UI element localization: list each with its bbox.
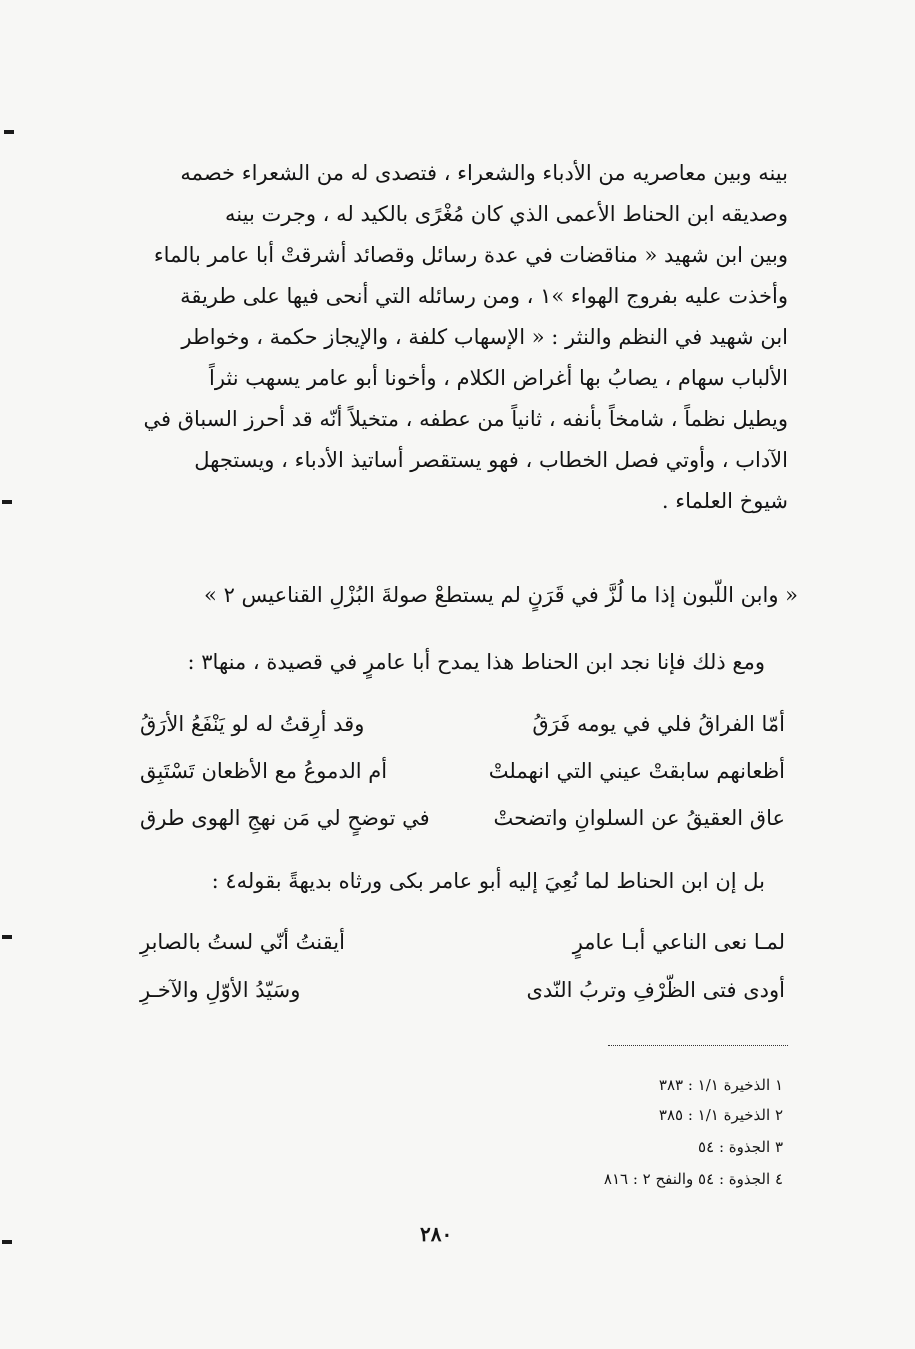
text-line: بينه وبين معاصريه من الأدباء والشعراء ، فتصدى له من الشعراء خصمه bbox=[180, 161, 788, 185]
verse-line bbox=[140, 930, 785, 954]
verse-line bbox=[140, 806, 785, 830]
footnote: ٣ الجذوة : ٥٤ bbox=[698, 1138, 783, 1156]
verse-second-hemistich: أيقنتُ أنّي لستُ بالصابرِ bbox=[140, 930, 345, 954]
verse-line bbox=[140, 978, 785, 1002]
verse-first-hemistich: أظعانهم سابقتْ عيني التي انهملتْ bbox=[488, 759, 785, 783]
text-line: وبين ابن شهيد « مناقضات في عدة رسائل وقصائد أشرقتْ أبا عامر بالماء bbox=[153, 243, 788, 267]
verse-first-hemistich: عاق العقيقُ عن السلوانِ واتضحتْ bbox=[493, 806, 785, 830]
verse-first-hemistich: لمـا نعى الناعي أبـا عامرٍ bbox=[572, 930, 785, 954]
verse-second-hemistich: وقد أرِقتُ له لو يَنْفَعُ الأرَقُ bbox=[140, 712, 365, 736]
footnote: ٤ الجذوة : ٥٤ والنفح ٢ : ٨١٦ bbox=[603, 1170, 783, 1188]
verse-intro: ومع ذلك فإنا نجد ابن الحناط هذا يمدح أبا عامرٍ في قصيدة ، منها٣ : bbox=[187, 650, 765, 674]
text-line: شيوخ العلماء . bbox=[661, 489, 788, 513]
verse-first-hemistich: أمّا الفراقُ فلي في يومه فَرَقُ bbox=[532, 712, 785, 736]
margin-mark bbox=[2, 935, 12, 939]
verse-first-hemistich: أودى فتى الظّرْفِ وتربُ النّدى bbox=[526, 978, 785, 1002]
quoted-verse: « وابن اللّبون إذا ما لُزَّ في قَرَنٍ لم يستطعْ صولةَ البُزْلِ القناعيس ٢ » bbox=[204, 583, 798, 607]
margin-mark bbox=[4, 130, 14, 134]
margin-mark bbox=[2, 1240, 12, 1244]
verse-line bbox=[140, 759, 785, 783]
text-line: وأخذت عليه بفروج الهواء »١ ، ومن رسائله التي أنحى فيها على طريقة bbox=[180, 284, 788, 308]
verse-line bbox=[140, 712, 785, 736]
text-line: ابن شهيد في النظم والنثر : « الإسهاب كلفة ، والإيجاز حكمة ، وخواطر bbox=[181, 325, 788, 349]
verse-intro: بل إن ابن الحناط لما نُعِيَ إليه أبو عامر بكى ورثاه بديهةً بقوله٤ : bbox=[211, 869, 765, 893]
text-line: ويطيل نظماً ، شامخاً بأنفه ، ثانياً من عطفه ، متخيلاً أنّه قد أحرز السباق في bbox=[143, 407, 788, 431]
page-number: ٢٨٠ bbox=[420, 1222, 453, 1246]
text-line: وصديقه ابن الحناط الأعمى الذي كان مُغْرًى بالكيد له ، وجرت بينه bbox=[225, 202, 788, 226]
margin-mark bbox=[2, 500, 12, 504]
footnote-separator bbox=[608, 1045, 788, 1046]
text-line: الألباب سهام ، يصابُ بها أغراض الكلام ، وأخونا أبو عامر يسهب نثراً bbox=[208, 366, 788, 390]
verse-second-hemistich: وسَيّدُ الأوّلِ والآخـرِ bbox=[140, 978, 301, 1002]
verse-second-hemistich: أم الدموعُ مع الأظعان تَسْتَبِق bbox=[140, 759, 388, 783]
main-paragraph bbox=[128, 153, 788, 522]
verse-second-hemistich: في توضحٍ لي مَن نهجِ الهوى طرق bbox=[140, 806, 430, 830]
text-line: الآداب ، وأوتي فصل الخطاب ، فهو يستقصر أساتيذ الأدباء ، ويستجهل bbox=[194, 448, 788, 472]
footnote: ١ الذخيرة ١/١ : ٣٨٣ bbox=[658, 1076, 783, 1094]
footnote: ٢ الذخيرة ١/١ : ٣٨٥ bbox=[658, 1106, 783, 1124]
